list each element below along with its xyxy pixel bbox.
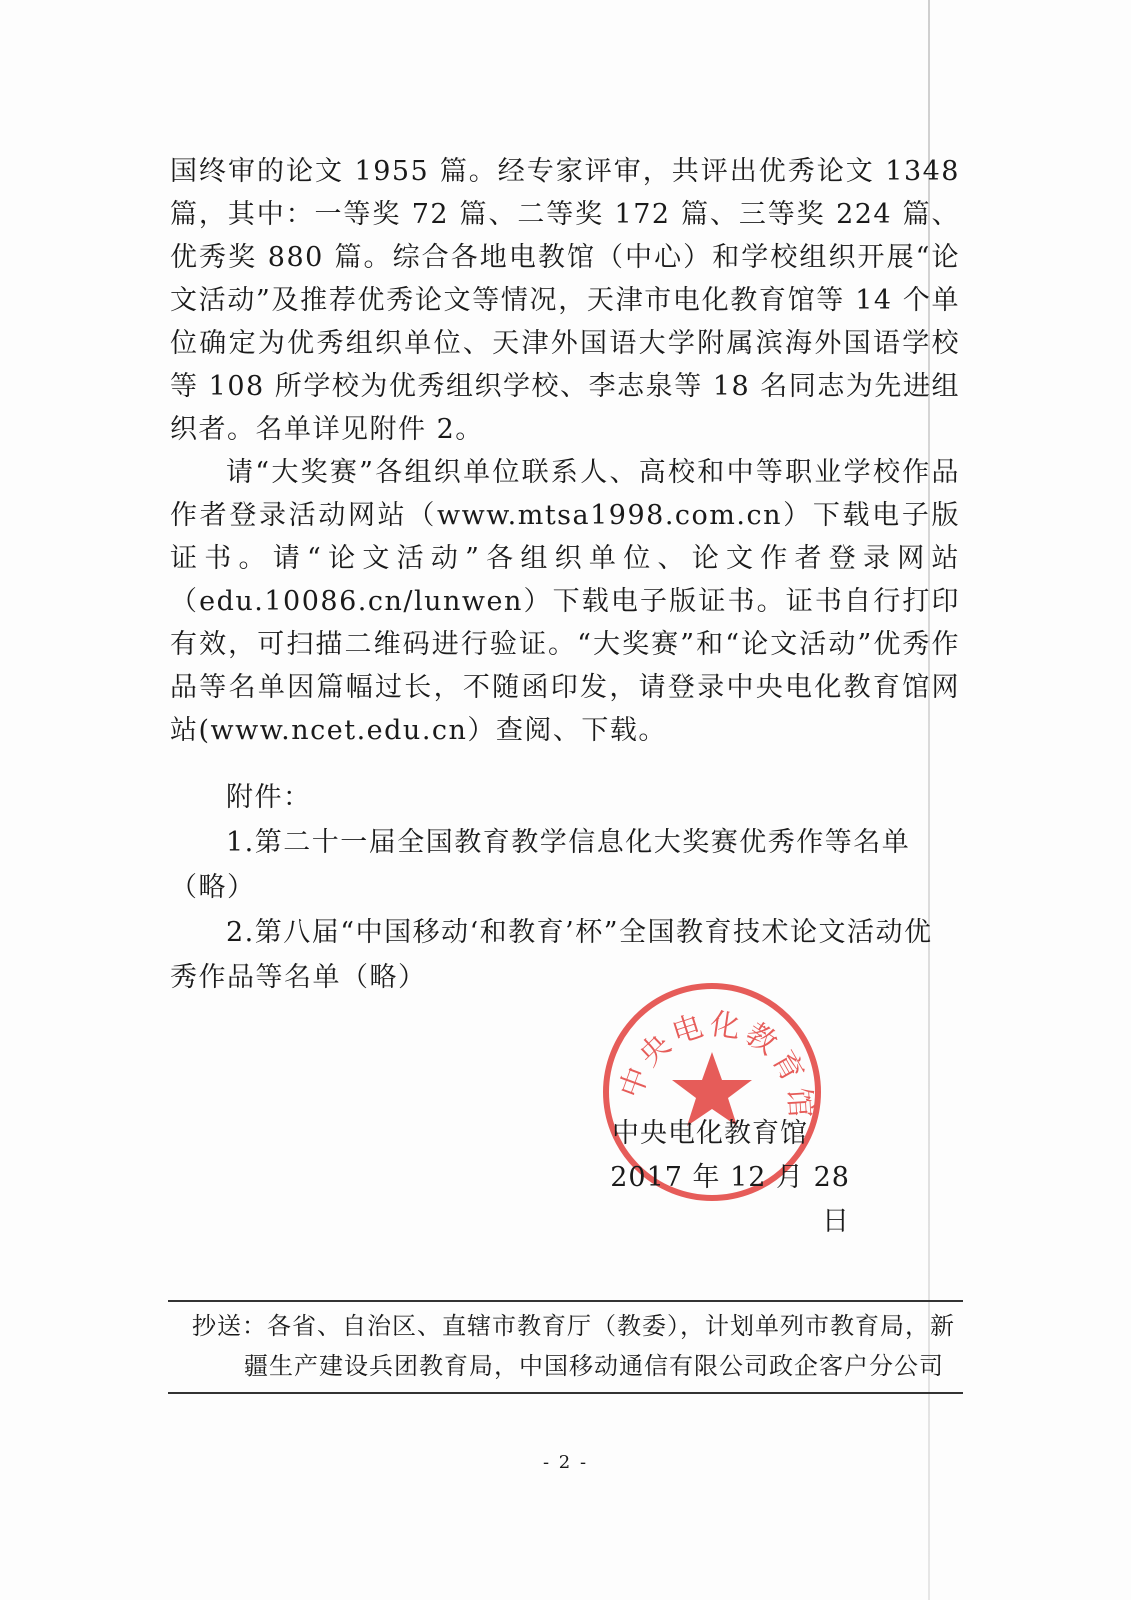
- signature-block: [590, 1112, 850, 1244]
- cc-line-2: 疆生产建设兵团教育局，中国移动通信有限公司政企客户分公司: [244, 1352, 944, 1380]
- cc-block: [168, 1300, 963, 1394]
- paragraph-certificates: 请“大奖赛”各组织单位联系人、高校和中等职业学校作品作者登录活动网站（www.mtsa1998.com.cn）下载电子版证书。请“论文活动”各组织单位、论文作者登录网站（edu.10086.cn/lunwen）下载电子版证书。证书自行打印有效，可扫描二维码进行验证。“大奖赛”和“论文活动”优秀作品等名单因篇幅过长，不随函印发，请登录中央电化教育馆网站(www.ncet.edu.cn）查阅、下载。: [170, 457, 960, 746]
- cc-line-1: 抄送：各省、自治区、直辖市教育厅（教委），计划单列市教育局，新: [192, 1312, 955, 1340]
- page-number: - 2 -: [542, 1452, 589, 1473]
- attachments: [170, 775, 960, 1000]
- seal-text: 中央电化教育馆: [613, 1006, 818, 1123]
- signature-date: 2017 年 12 月 28 日: [610, 1162, 850, 1237]
- body-text: [170, 150, 960, 752]
- attachment-item-2: 2.第八届“中国移动‘和教育’杯”全国教育技术论文活动优秀作品等名单（略）: [170, 917, 933, 993]
- attachment-item-1: 1.第二十一届全国教育教学信息化大奖赛优秀作等名单（略）: [170, 827, 911, 903]
- paragraph-results: 国终审的论文 1955 篇。经专家评审，共评出优秀论文 1348 篇，其中：一等奖 72 篇、二等奖 172 篇、三等奖 224 篇、优秀奖 880 篇。综合各地电教馆（中心）和学校组织开展“论文活动”及推荐优秀论文等情况，天津市电化教育馆等 14 个单位确定为优秀组织单位、天津外国语大学附属滨海外国语学校等 108 所学校为优秀组织学校、李志泉等 18 名同志为先进组织者。名单详见附件 2。: [170, 156, 960, 445]
- signature-organization: 中央电化教育馆: [612, 1118, 808, 1149]
- attachments-heading: 附件：: [226, 782, 312, 813]
